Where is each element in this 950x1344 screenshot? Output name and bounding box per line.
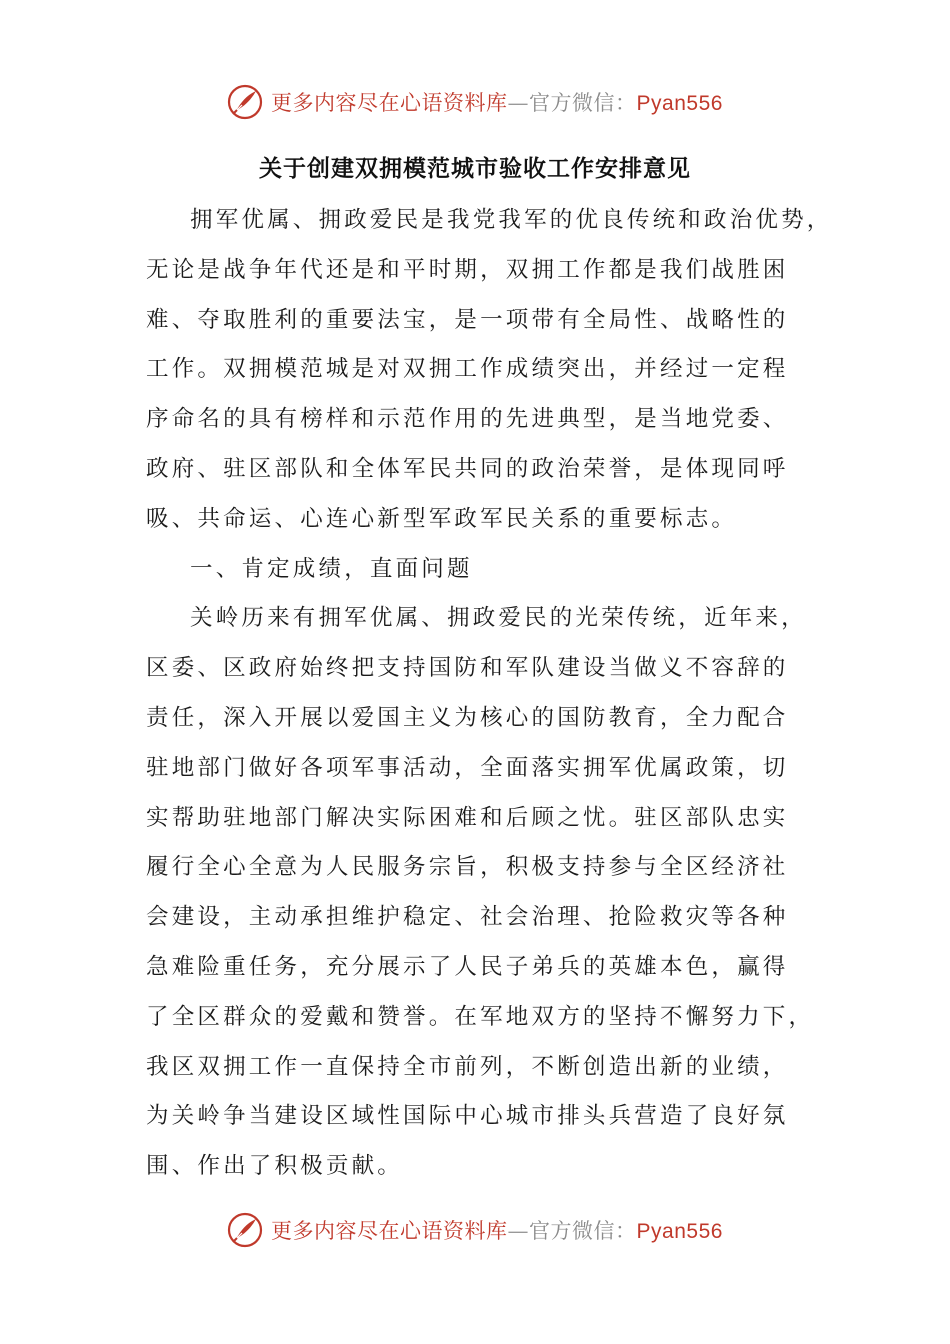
footer-banner [0,1208,950,1252]
body-line: 政府、驻区部队和全体军民共同的政治荣誉，是体现同呼 [146,455,789,482]
document-title: 关于创建双拥模范城市验收工作安排意见 [259,156,691,182]
banner-main-text: 更多内容尽在心语资料库 [271,91,508,115]
banner-label: 官方微信： [529,1219,637,1243]
body-line: 为关岭争当建设区域性国际中心城市排头兵营造了良好氛 [146,1103,789,1130]
body-line: 围、作出了积极贡献。 [146,1153,404,1180]
body-line: 吸、共命运、心连心新型军政军民关系的重要标志。 [146,505,738,532]
body-line: 序命名的具有榜样和示范作用的先进典型，是当地党委、 [146,406,789,433]
body-line: 履行全心全意为人民服务宗旨，积极支持参与全区经济社 [146,854,789,881]
banner-wechat-id: Pyan556 [636,92,723,115]
body-line: 责任，深入开展以爱国主义为核心的国防教育，全力配合 [146,704,789,731]
banner-label: 官方微信： [529,91,637,115]
body-line: 了全区群众的爱戴和赞誉。在军地双方的坚持不懈努力下， [146,1003,815,1030]
header-banner-text [271,87,723,117]
document-body [146,196,836,1192]
body-line: 区委、区政府始终把支持国防和军队建设当做义不容辞的 [146,655,789,682]
quill-logo-icon [227,1212,263,1248]
footer-banner-content [227,1212,723,1248]
banner-separator: — [507,1219,530,1243]
banner-wechat-id: Pyan556 [636,1220,723,1243]
body-line: 工作。双拥模范城是对双拥工作成绩突出，并经过一定程 [146,356,789,383]
header-banner [0,80,950,124]
body-line: 实帮助驻地部门解决实际困难和后顾之忧。驻区部队忠实 [146,804,789,831]
banner-main-text: 更多内容尽在心语资料库 [271,1219,508,1243]
footer-banner-text [271,1215,723,1245]
body-line: 难、夺取胜利的重要法宝，是一项带有全局性、战略性的 [146,306,789,333]
quill-logo-icon [227,84,263,120]
body-line: 拥军优属、拥政爱民是我党我军的优良传统和政治优势， [190,207,833,233]
body-line: 关岭历来有拥军优属、拥政爱民的光荣传统，近年来， [190,605,807,632]
banner-separator: — [507,91,530,115]
body-line: 无论是战争年代还是和平时期，双拥工作都是我们战胜困 [146,256,789,283]
body-line: 急难险重任务，充分展示了人民子弟兵的英雄本色，赢得 [146,953,789,980]
body-line: 驻地部门做好各项军事活动，全面落实拥军优属政策，切 [146,754,789,781]
body-line: 会建设，主动承担维护稳定、社会治理、抢险救灾等各种 [146,904,789,931]
section-heading: 一、肯定成绩，直面问题 [190,555,473,582]
header-banner-content [227,84,723,120]
body-line: 我区双拥工作一直保持全市前列，不断创造出新的业绩， [146,1053,789,1080]
